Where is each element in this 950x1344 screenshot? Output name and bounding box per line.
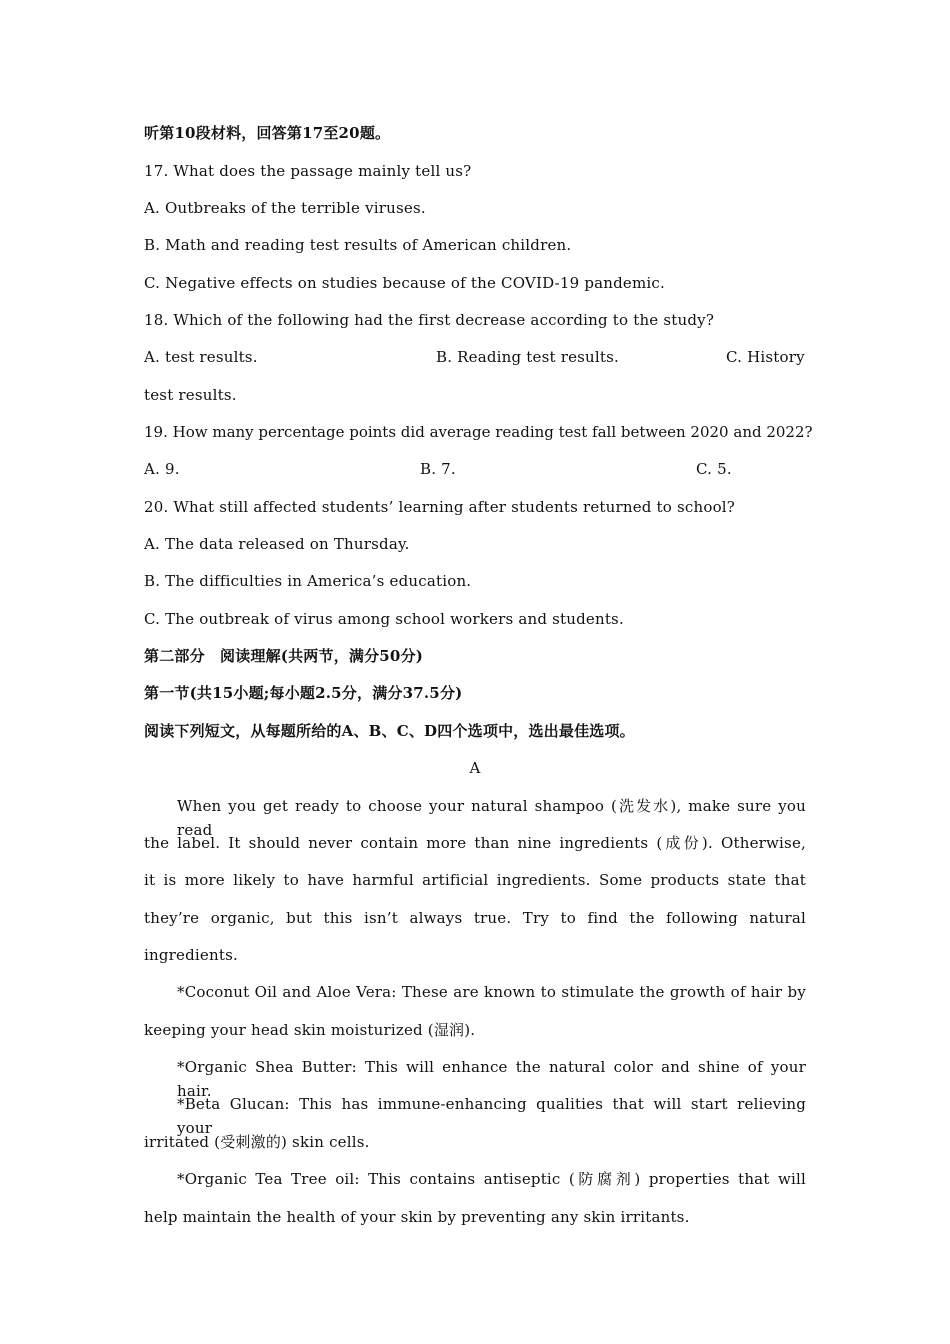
passage-label: A bbox=[469, 759, 481, 777]
passage-line: it is more likely to have harmful artificial ingredients. Some products state that bbox=[144, 871, 806, 889]
question-19-option-b: B. 7. bbox=[420, 460, 456, 478]
question-18-option-c-continued: test results. bbox=[144, 386, 237, 404]
passage-line: When you get ready to choose your natural shampoo (洗发水), make sure you read bbox=[177, 797, 806, 839]
question-19-options-row bbox=[144, 457, 806, 481]
question-20-option-c: C. The outbreak of virus among school workers and students. bbox=[144, 610, 624, 628]
question-20-option-a: A. The data released on Thursday. bbox=[144, 535, 410, 553]
question-17-option-c: C. Negative effects on studies because of the COVID-19 pandemic. bbox=[144, 274, 665, 292]
question-20-stem: 20. What still affected students’ learning after students returned to school? bbox=[144, 498, 736, 516]
passage-line: help maintain the health of your skin by preventing any skin irritants. bbox=[144, 1208, 690, 1226]
question-17-stem: 17. What does the passage mainly tell us? bbox=[144, 162, 472, 180]
question-18-option-b: B. Reading test results. bbox=[436, 348, 619, 366]
question-20-option-b: B. The difficulties in America’s education. bbox=[144, 572, 472, 590]
question-19-stem: 19. How many percentage points did average reading test fall between 2020 and 2022? bbox=[144, 423, 813, 441]
section-one-title: 第一节(共15小题;每小题2.5分，满分37.5分) bbox=[144, 684, 463, 702]
passage-line: irritated (受刺激的) skin cells. bbox=[144, 1133, 370, 1151]
passage-line: *Organic Shea Butter: This will enhance the natural color and shine of your hair. bbox=[177, 1058, 806, 1100]
question-17-option-a: A. Outbreaks of the terrible viruses. bbox=[144, 199, 426, 217]
passage-line: *Organic Tea Tree oil: This contains antiseptic (防腐剂) properties that will bbox=[177, 1170, 806, 1188]
question-17-option-b: B. Math and reading test results of American children. bbox=[144, 236, 572, 254]
passage-line: the label. It should never contain more than nine ingredients (成份). Otherwise, bbox=[144, 834, 806, 852]
passage-line: keeping your head skin moisturized (湿润). bbox=[144, 1021, 476, 1039]
question-19-option-c: C. 5. bbox=[696, 460, 732, 478]
part-two-title: 第二部分 阅读理解(共两节，满分50分) bbox=[144, 647, 424, 665]
question-18-option-a: A. test results. bbox=[144, 348, 258, 366]
passage-line: *Beta Glucan: This has immune-enhancing qualities that will start relieving your bbox=[177, 1095, 806, 1137]
passage-line: they’re organic, but this isn’t always true. Try to find the following natural bbox=[144, 909, 806, 927]
passage-line: ingredients. bbox=[144, 946, 238, 964]
question-19-option-a: A. 9. bbox=[144, 460, 180, 478]
question-18-option-c: C. History bbox=[726, 348, 805, 366]
passage-line: *Coconut Oil and Aloe Vera: These are known to stimulate the growth of hair by bbox=[177, 983, 806, 1001]
reading-instruction: 阅读下列短文，从每题所给的A、B、C、D四个选项中，选出最佳选项。 bbox=[144, 722, 635, 740]
question-18-options-row bbox=[144, 345, 806, 369]
question-18-stem: 18. Which of the following had the first decrease according to the study? bbox=[144, 311, 715, 329]
section-header: 听第10段材料，回答第17至20题。 bbox=[144, 124, 391, 142]
